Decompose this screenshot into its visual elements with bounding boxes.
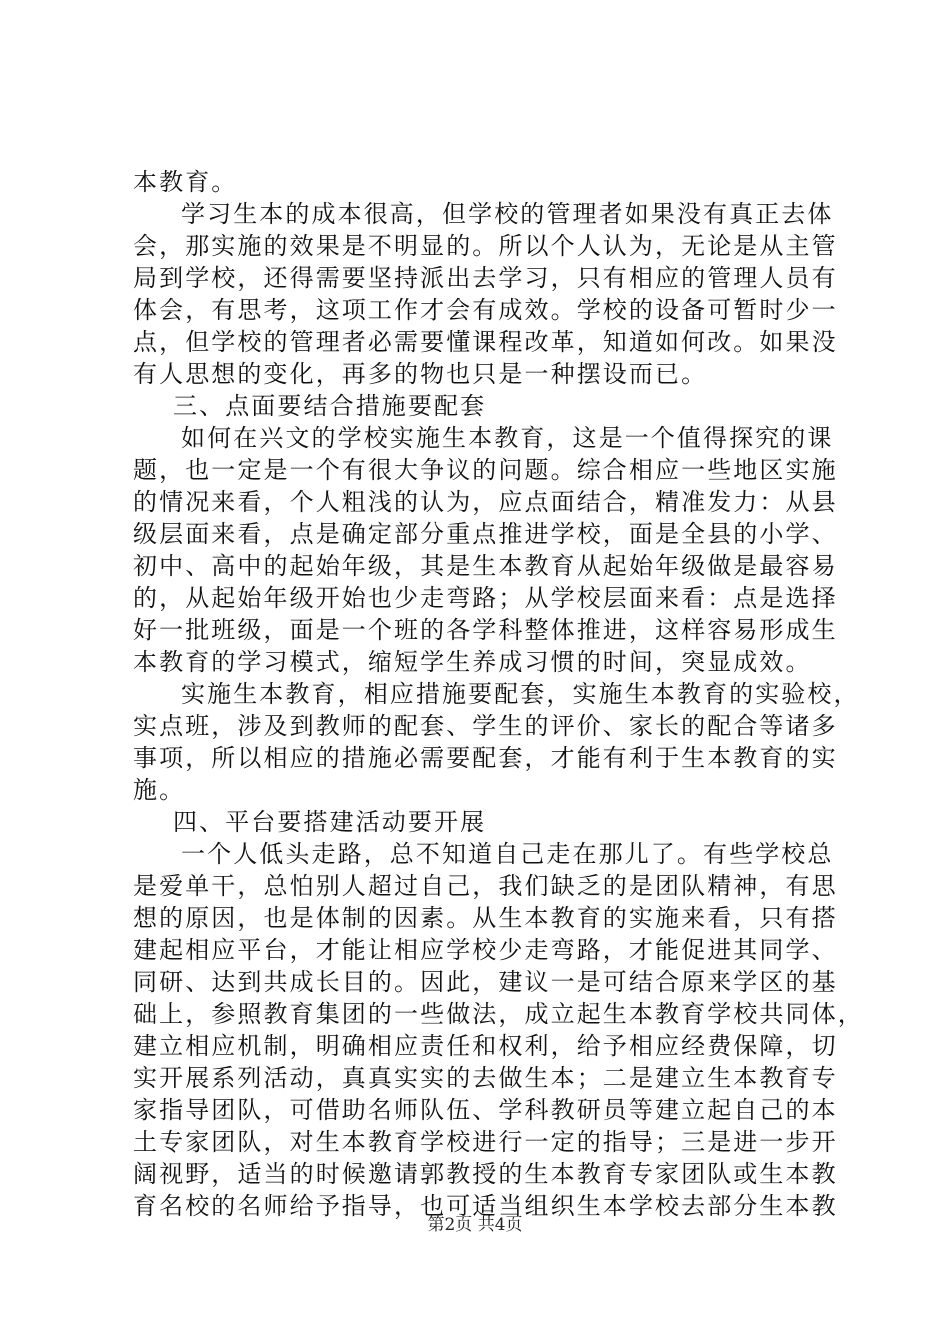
text-line: 建立相应机制，明确相应责任和权利，给予相应经费保障，切: [133, 1032, 838, 1060]
text-line: 好一批班级，面是一个班的各学科整体推进，这样容易形成生: [133, 616, 838, 644]
page-number-footer: 第2页 共4页: [427, 1215, 523, 1235]
text-line: 点，但学校的管理者必需要懂课程改革，知道如何改。如果没: [133, 328, 838, 356]
text-line: 是爱单干，总怕别人超过自己，我们缺乏的是团队精神，有思: [133, 872, 838, 900]
text-line: 题，也一定是一个有很大争议的问题。综合相应一些地区实施: [133, 456, 838, 484]
text-line: 本教育的学习模式，缩短学生养成习惯的时间，突显成效。: [133, 648, 812, 676]
text-line: 本教育。: [133, 168, 238, 196]
text-line: 施。: [133, 776, 186, 804]
paragraph-first-line: 如何在兴文的学校实施生本教育，这是一个值得探究的课: [181, 424, 834, 452]
section-heading: 三、点面要结合措施要配套: [173, 392, 487, 420]
text-line: 有人思想的变化，再多的物也只是一种摆设而已。: [133, 360, 708, 388]
text-line: 实开展系列活动，真真实实的去做生本；二是建立生本教育专: [133, 1064, 838, 1092]
text-line: 实点班，涉及到教师的配套、学生的评价、家长的配合等诸多: [133, 712, 838, 740]
text-line: 事项，所以相应的措施必需要配套，才能有利于生本教育的实: [133, 744, 838, 772]
text-line: 初中、高中的起始年级，其是生本教育从起始年级做是最容易: [133, 552, 838, 580]
text-line: 建起相应平台，才能让相应学校少走弯路，才能促进其同学、: [133, 936, 838, 964]
text-line: 的，从起始年级开始也少走弯路；从学校层面来看：点是选择: [133, 584, 838, 612]
text-line: 阔视野，适当的时候邀请郭教授的生本教育专家团队或生本教: [133, 1160, 838, 1188]
text-line: 育名校的名师给予指导，也可适当组织生本学校去部分生本教: [133, 1192, 838, 1220]
paragraph-first-line: 一个人低头走路，总不知道自己走在那儿了。有些学校总: [181, 840, 834, 868]
text-line: 级层面来看，点是确定部分重点推进学校，面是全县的小学、: [133, 520, 838, 548]
paragraph-first-line: 实施生本教育，相应措施要配套，实施生本教育的实验校，: [181, 680, 860, 708]
document-body: [133, 166, 864, 1222]
text-line: 的情况来看，个人粗浅的认为，应点面结合，精准发力：从县: [133, 488, 838, 516]
text-line: 土专家团队，对生本教育学校进行一定的指导；三是进一步开: [133, 1128, 838, 1156]
text-line: 础上，参照教育集团的一些做法，成立起生本教育学校共同体，: [133, 1000, 864, 1028]
text-line: 想的原因，也是体制的因素。从生本教育的实施来看，只有搭: [133, 904, 838, 932]
text-line: 家指导团队，可借助名师队伍、学科教研员等建立起自己的本: [133, 1096, 838, 1124]
text-line: 体会，有思考，这项工作才会有成效。学校的设备可暂时少一: [133, 296, 838, 324]
paragraph-first-line: 学习生本的成本很高，但学校的管理者如果没有真正去体: [181, 200, 834, 228]
section-heading: 四、平台要搭建活动要开展: [173, 808, 487, 836]
text-line: 会，那实施的效果是不明显的。所以个人认为，无论是从主管: [133, 232, 838, 260]
text-line: 局到学校，还得需要坚持派出去学习，只有相应的管理人员有: [133, 264, 838, 292]
text-line: 同研、达到共成长目的。因此，建议一是可结合原来学区的基: [133, 968, 838, 996]
